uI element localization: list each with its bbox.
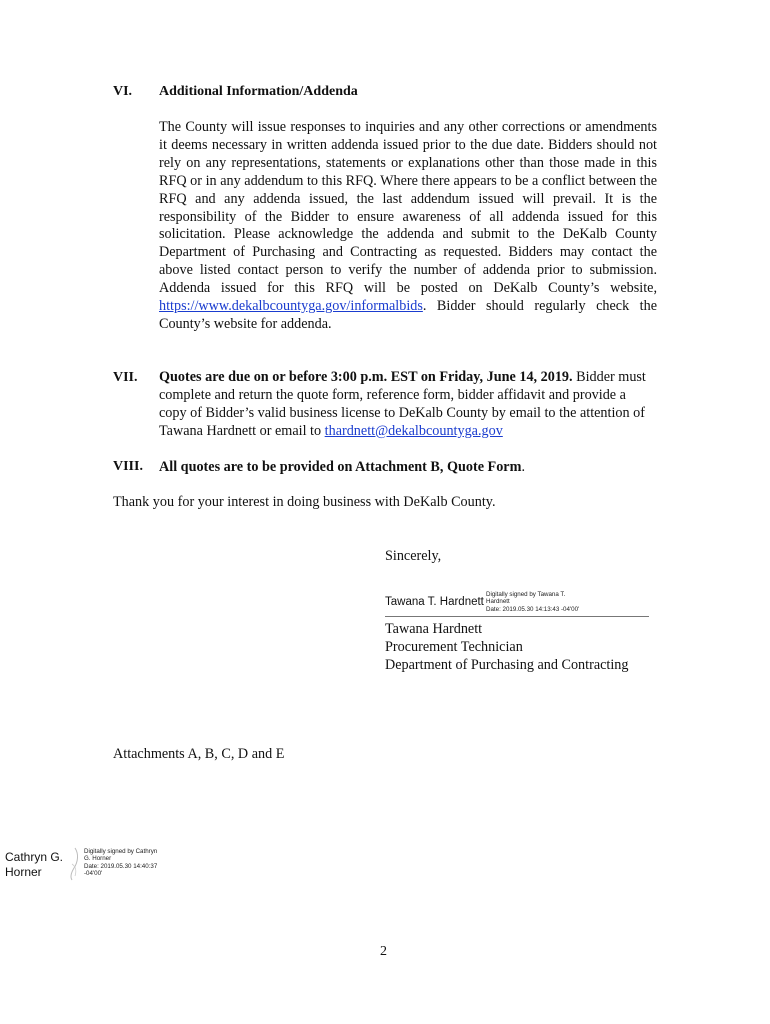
section-6-text: The County will issue responses to inquiries and any other corrections or amendments it deems necessary in written addenda issued prior to the due date. Bidders should not rely on any representations, statements or explanations other than those made in this RFQ or in any addendum to this RFQ. Where there appears to be a conflict between the RFQ and any addenda issued, the last addendum issued will prevail. It is the responsibility of the Bidder to ensure awareness of all addenda issued for this solicitation. Please acknowledge the addenda and submit to the DeKalb County Department of Purchasing and Contracting as requested. Bidders may contact the above listed contact person to verify the number of addenda prior to submission. Addenda issued for this RFQ will be posted on DeKalb County’s website, [159,119,657,297]
email-link[interactable]: thardnett@dekalbcountyga.gov [324,422,503,439]
digital-signature-line-2: Hardnett [486,598,510,606]
attachments-text: Attachments A, B, C, D and E [113,746,285,762]
digital-signature-name: Tawana T. Hardnett [385,596,484,608]
section-6-number: VI. [113,84,133,99]
section-6-title: Additional Information/Addenda [159,84,358,99]
thank-you-text: Thank you for your interest in doing business with DeKalb County. [113,494,496,510]
section-8-number: VIII. [113,459,143,474]
signature-line [385,616,649,617]
digital-signature-line-1: Digitally signed by Tawana T. [486,591,566,598]
quote-due-date: Quotes are due on or before 3:00 p.m. EST on Friday, June 14, 2019. [159,369,573,385]
closing-text: Sincerely, [385,548,442,564]
approval-name-line-2: Horner [5,865,42,879]
approval-digital-line-4: -04'00' [84,870,103,878]
signer-department: Department of Purchasing and Contracting [385,657,629,673]
approval-digital-line-3: Date: 2019.05.30 14:40:37 [84,862,158,870]
approval-signature-details [84,848,157,878]
section-8-period: . [521,459,525,475]
signer-title: Procurement Technician [385,639,523,655]
signer-name: Tawana Hardnett [385,621,483,637]
section-7-body [159,369,657,441]
informal-bids-link[interactable]: https://www.dekalbcountyga.gov/informalbids [159,298,423,315]
approval-digital-line-1: Digitally signed by Cathryn [84,848,158,855]
section-6-body [159,119,657,334]
section-8-body [159,458,525,476]
signature-flourish [66,846,84,882]
digital-signature-details [486,591,579,613]
quote-form-instruction: All quotes are to be provided on Attachment B, Quote Form [159,459,522,475]
section-6-text-end: . Bidder should regularly check the County’s website for addenda. [159,298,657,332]
section-7-text: Bidder must complete and return the quote form, reference form, bidder affidavit and provide a copy of Bidder’s valid business license to DeKalb County by email to the attention of Tawana Hardnett or email to [159,369,646,439]
approval-name-line-1: Cathryn G. [5,850,64,864]
page-number: 2 [380,944,387,959]
approval-digital-line-2: G. Horner [84,855,112,863]
approval-signature-name [5,850,63,880]
digital-signature-line-3: Date: 2019.05.30 14:13:43 -04'00' [486,605,580,613]
section-7-number: VII. [113,370,138,385]
